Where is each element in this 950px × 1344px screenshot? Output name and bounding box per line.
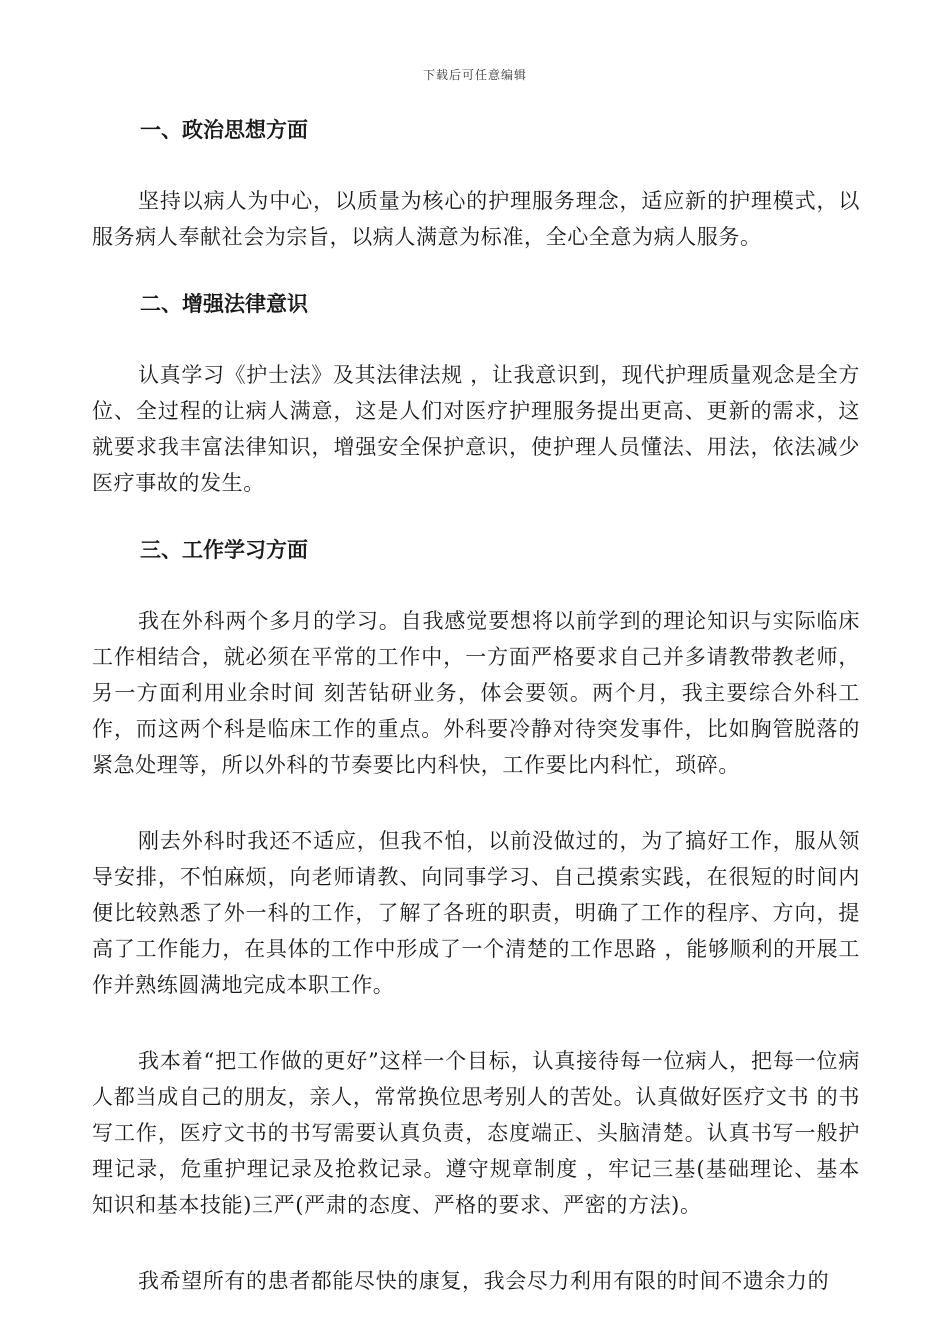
document-body: [92, 112, 860, 1299]
section-heading-work-study: 三、工作学习方面: [140, 538, 308, 562]
paragraph-adaptation: 刚去外科时我还不适应，但我不怕，以前没做过的，为了搞好工作，服从领导安排，不怕麻烦，向老师请教、向同事学习、自己摸索实践，在很短的时间内便比较熟悉了外一科的工作，了解了各班的职责，明确了工作的程序、方向，提高了工作能力，在具体的工作中形成了一个清楚的工作思路 ，能够顺利的开展工作并熟练圆满地完成本职工作。: [92, 829, 860, 997]
paragraph-law: 认真学习《护士法》及其法律法规 ，让我意识到，现代护理质量观念是全方位、全过程的让病人满意，这是人们对医疗护理服务提出更高、更新的需求，这就要求我丰富法律知识，增强安全保护意识，使护理人员懂法、用法，依法减少医疗事故的发生。: [92, 363, 860, 495]
paragraph-surgery-study: 我在外科两个多月的学习。自我感觉要想将以前学到的理论知识与实际临床工作相结合，就必须在平常的工作中，一方面严格要求自己并多请教带教老师，另一方面利用业余时间 刻苦钻研业务，体会要领。两个月，我主要综合外科工作，而这两个科是临床工作的重点。外科要冷静对待突发事件，比如胸管脱落的紧急处理等，所以外科的节奏要比内科快，工作要比内科忙，琐碎。: [92, 609, 860, 777]
page-header-note: 下载后可任意编辑: [422, 68, 527, 82]
section-heading-law: 二、增强法律意识: [140, 292, 308, 316]
paragraph-goal: 我本着“把工作做的更好”这样一个目标，认真接待每一位病人，把每一位病人都当成自己的朋友，亲人，常常换位思考别人的苦处。认真做好医疗文书 的书写工作，医疗文书的书写需要认真负责，态度端正、头脑清楚。认真书写一般护理记录，危重护理记录及抢救记录。遵守规章制度 ，牢记三基(基础理论、基本知识和基本技能)三严(严肃的态度、严格的要求、严密的方法)。: [92, 1049, 860, 1217]
paragraph-hope: 我希望所有的患者都能尽快的康复，我会尽力利用有限的时间不遗余力的: [138, 1269, 830, 1293]
paragraph-politics: 坚持以病人为中心，以质量为核心的护理服务理念，适应新的护理模式，以服务病人奉献社会为宗旨，以病人满意为标准，全心全意为病人服务。: [92, 189, 860, 249]
section-heading-politics: 一、政治思想方面: [140, 118, 308, 142]
